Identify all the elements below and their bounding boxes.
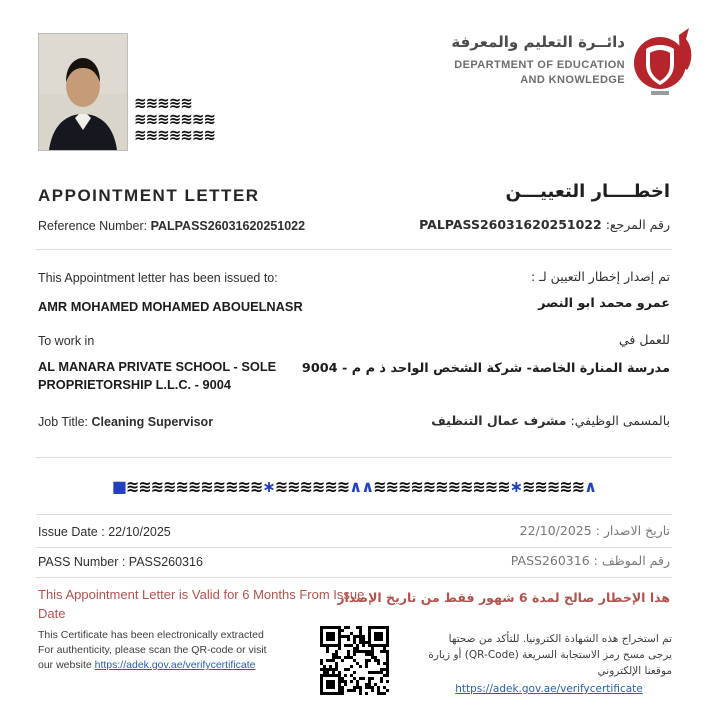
applicant-photo xyxy=(38,33,128,151)
divider xyxy=(36,514,672,515)
stamp-row: ≋≋≋≋≋≋≋ xyxy=(134,110,215,128)
footer-ar-text: تم استخراج هذه الشهادة الكترونيا. للتأكد من صحتها يرجى مسح رمز الاستجابة السريعة (QR-Code) أو زيارة موقعنا الإلكتروني xyxy=(428,633,672,677)
issue-date-arabic xyxy=(520,523,670,538)
job-title-label-en: Job Title: xyxy=(38,415,92,429)
issue-date-value-ar: 22/10/2025 xyxy=(519,523,592,538)
department-name-line2: AND KNOWLEDGE xyxy=(520,74,625,86)
divider xyxy=(36,547,672,548)
barcode-segment: ≋≋≋≋≋≋≋≋≋≋≋ xyxy=(373,477,510,496)
department-name-line1: DEPARTMENT OF EDUCATION xyxy=(454,59,625,71)
pass-number-label-en: PASS Number : xyxy=(38,555,129,569)
reference-value-ar: PALPASS26031620251022 xyxy=(419,217,602,232)
stamp-row: ≋≋≋≋≋ xyxy=(134,94,192,112)
verify-certificate-link-ar[interactable]: https://adek.gov.ae/verifycertificate xyxy=(455,683,643,695)
job-title-value-en: Cleaning Supervisor xyxy=(91,415,214,429)
school-name-en: AL MANARA PRIVATE SCHOOL - SOLE PROPRIETORSHIP L.L.C. - 9004 xyxy=(38,359,277,392)
school-name-ar: مدرسة المنارة الخاصة- شركة الشخص الواحد ذ م م - 9004 xyxy=(301,361,670,376)
employee-name-ar: عمرو محمد ابو النصر xyxy=(538,296,670,311)
footer-text-ar xyxy=(426,631,672,697)
reference-value-en: PALPASS26031620251022 xyxy=(150,219,306,233)
issue-date-value-en: 22/10/2025 xyxy=(108,525,171,539)
issued-to-label-en: This Appointment letter has been issued to: xyxy=(38,271,278,285)
reference-number-english xyxy=(38,219,305,233)
job-title-arabic xyxy=(431,413,670,428)
issued-to-label-ar: تم إصدار إخطار التعيين لـ : xyxy=(531,269,670,284)
pass-number-arabic xyxy=(511,553,670,568)
pass-number-english xyxy=(38,555,203,569)
barcode-segment: ≋≋≋≋≋ xyxy=(522,477,585,496)
reference-label-en: Reference Number: xyxy=(38,219,151,233)
issue-date-label-ar: تاريخ الاصدار : xyxy=(591,523,670,538)
stamp-barcode-icon xyxy=(134,95,215,143)
job-title-english xyxy=(38,415,213,429)
pass-number-label-ar: رقم الموظف : xyxy=(589,553,670,568)
reference-number-arabic xyxy=(419,217,670,232)
barcode-segment: ∧∧ xyxy=(349,477,374,496)
divider xyxy=(36,457,672,458)
barcode-segment: ∗ xyxy=(262,477,275,496)
issue-date-label-en: Issue Date : xyxy=(38,525,109,539)
barcode-segment: ■ xyxy=(111,477,126,496)
barcode-segment: ∧ xyxy=(584,477,597,496)
issue-date-english xyxy=(38,525,171,539)
department-header xyxy=(451,33,625,88)
job-title-value-ar: مشرف عمال التنظيف xyxy=(431,413,567,428)
document-title-english: APPOINTMENT LETTER xyxy=(38,186,260,205)
portrait-image xyxy=(39,34,127,150)
employee-name-en: AMR MOHAMED MOHAMED ABOUELNASR xyxy=(38,299,303,314)
work-in-label-ar: للعمل في xyxy=(618,332,670,347)
barcode-segment: ∗ xyxy=(509,477,523,496)
pass-number-value-en: PASS260316 xyxy=(128,555,203,569)
reference-label-ar: رقم المرجع: xyxy=(601,217,670,232)
document-title-arabic: اخطــــار التعييـــن xyxy=(505,181,670,202)
work-in-label-en: To work in xyxy=(38,334,95,348)
department-name-english xyxy=(451,58,625,88)
job-title-label-ar: بالمسمى الوظيفي: xyxy=(566,413,670,428)
footer-en-prefix: This Certificate has been electronically extracted For authenticity, please scan the QR-code or visit our website xyxy=(38,629,267,671)
verify-certificate-link-en[interactable]: https://adek.gov.ae/verifycertificate xyxy=(94,659,256,671)
footer-text-en xyxy=(38,628,280,673)
qr-code xyxy=(320,626,389,695)
department-name-arabic: دائــرة التعليم والمعرفة xyxy=(451,33,625,51)
adek-logo-icon xyxy=(629,27,695,99)
divider xyxy=(36,577,672,578)
divider xyxy=(36,249,672,250)
barcode-segment: ≋≋≋≋≋≋≋≋≋≋≋ xyxy=(125,477,263,496)
barcode-strip-icon xyxy=(112,477,596,496)
barcode-segment: ≋≋≋≋≋≋ xyxy=(274,477,350,496)
stamp-row: ≋≋≋≋≋≋≋ xyxy=(134,126,215,144)
validity-notice-ar: هذا الإخطار صالح لمدة 6 شهور فقط من تاريخ الإصدار xyxy=(337,590,670,605)
validity-notice-en: This Appointment Letter is Valid for 6 Months From Issue Date xyxy=(38,587,365,621)
pass-number-value-ar: PASS260316 xyxy=(510,553,590,568)
